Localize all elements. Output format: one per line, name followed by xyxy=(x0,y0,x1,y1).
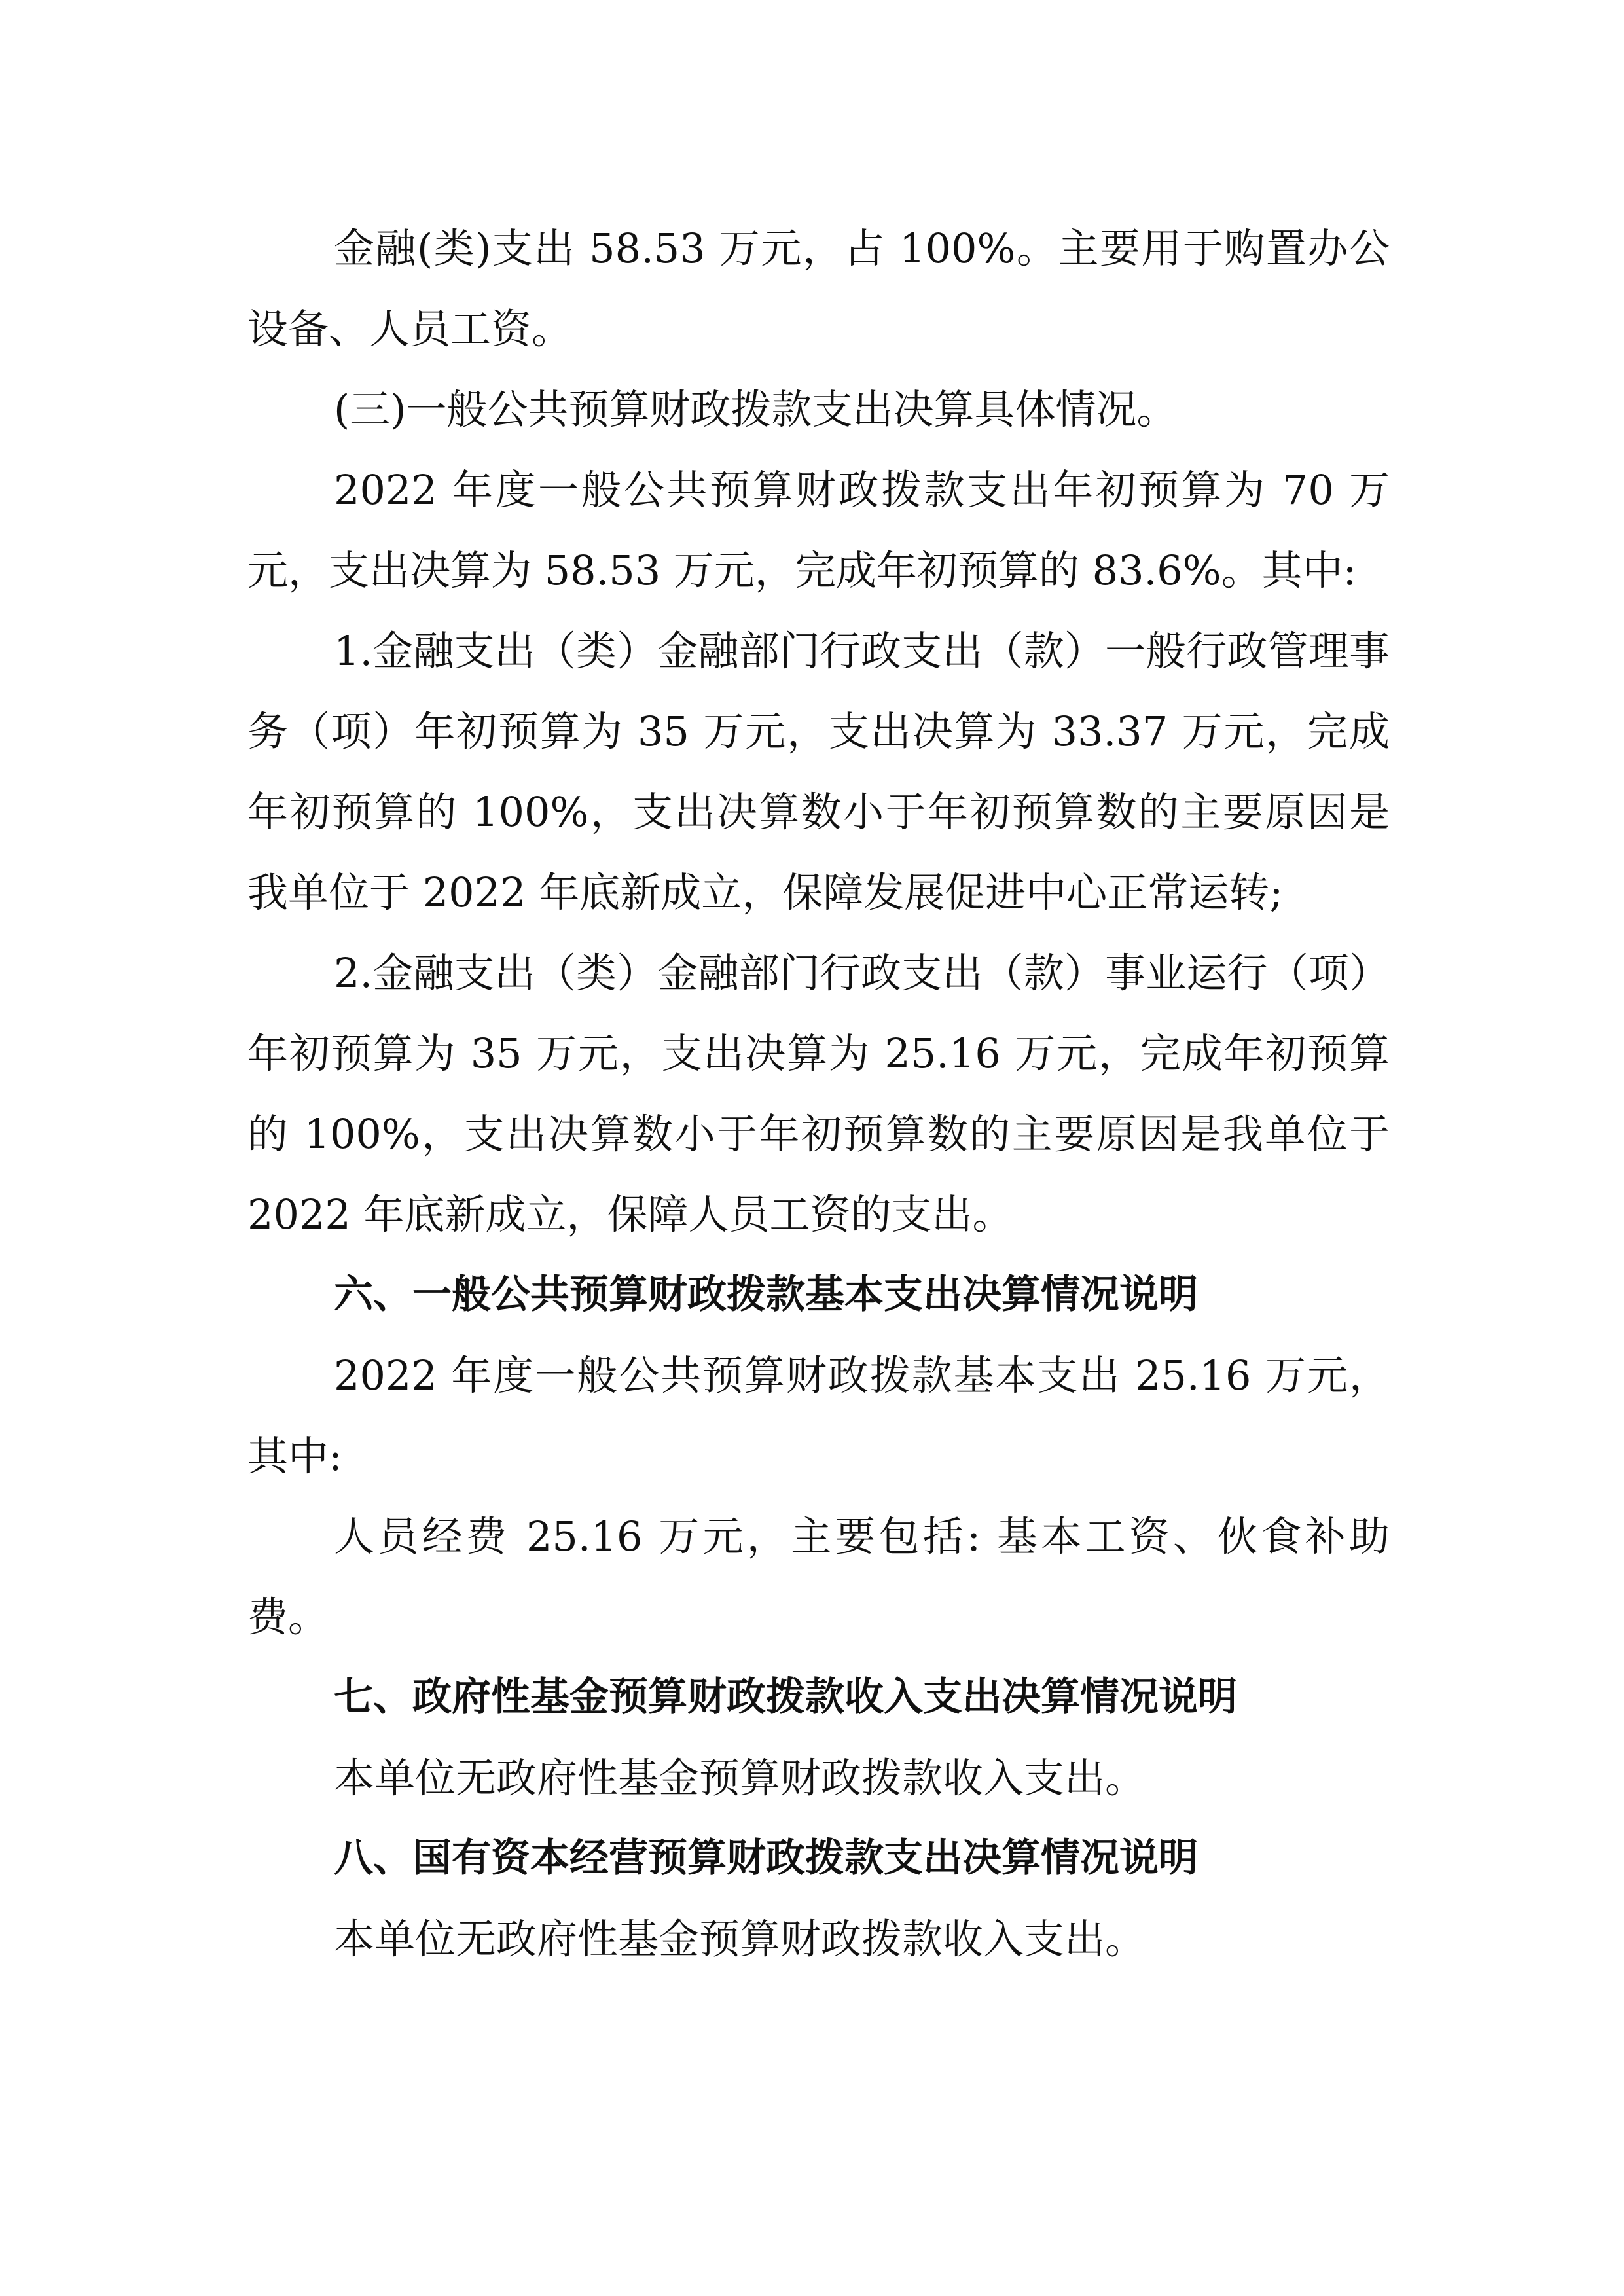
paragraph-item-1: 1.金融支出（类）金融部门行政支出（款）一般行政管理事务（项）年初预算为 35 万元，支出决算为 33.37 万元，完成年初预算的 100%，支出决算数小于年初预算数的主要原因是我单位于 2022 年底新成立，保障发展促进中心正常运转; xyxy=(247,627,1390,916)
paragraph-budget-summary: 2022 年度一般公共预算财政拨款支出年初预算为 70 万元，支出决算为 58.53 万元，完成年初预算的 83.6%。其中: xyxy=(247,466,1390,594)
paragraph-financial-expense: 金融(类)支出 58.53 万元，占 100%。主要用于购置办公设备、人员工资。 xyxy=(247,224,1390,353)
subheading-expense-details: (三)一般公共预算财政拨款支出决算具体情况。 xyxy=(334,386,1178,433)
section-heading-8: 八、国有资本经营预算财政拨款支出决算情况说明 xyxy=(334,1835,1198,1881)
paragraph-government-fund: 本单位无政府性基金预算财政拨款收入支出。 xyxy=(334,1754,1146,1802)
paragraph-state-capital: 本单位无政府性基金预算财政拨款收入支出。 xyxy=(334,1915,1146,1963)
paragraph-item-2: 2.金融支出（类）金融部门行政支出（款）事业运行（项）年初预算为 35 万元，支出决算为 25.16 万元，完成年初预算的 100%，支出决算数小于年初预算数的主要原因是我单位于 2022 年底新成立，保障人员工资的支出。 xyxy=(247,949,1390,1238)
paragraph-basic-expense: 2022 年度一般公共预算财政拨款基本支出 25.16 万元，其中: xyxy=(247,1352,1390,1480)
document-page xyxy=(247,208,1390,1979)
section-heading-6: 六、一般公共预算财政拨款基本支出决算情况说明 xyxy=(334,1272,1198,1318)
section-heading-7: 七、政府性基金预算财政拨款收入支出决算情况说明 xyxy=(334,1674,1237,1720)
paragraph-personnel-expense: 人员经费 25.16 万元，主要包括: 基本工资、伙食补助费。 xyxy=(247,1513,1390,1641)
